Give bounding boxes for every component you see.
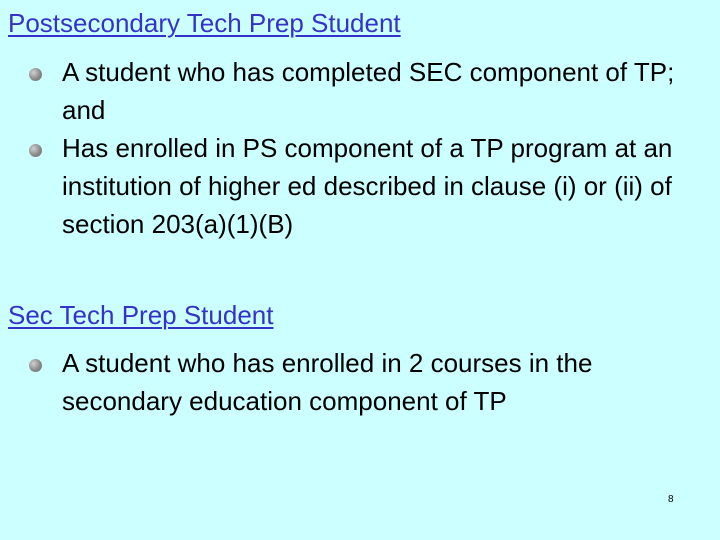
bullet-dot-icon — [29, 68, 42, 81]
bullet-item — [0, 53, 702, 129]
bullet-text: Has enrolled in PS component of a TP program at an institution of higher ed described in clause (i) or (ii) of section 203(a)(1)(B) — [62, 133, 673, 239]
slide-number: 8 — [668, 494, 674, 505]
section-heading-secondary: Sec Tech Prep Student — [8, 300, 274, 330]
section-heading-postsecondary: Postsecondary Tech Prep Student — [8, 8, 401, 38]
bullet-dot-icon — [29, 144, 42, 157]
bullet-dot-icon — [29, 359, 42, 372]
bullet-item — [0, 344, 702, 420]
bullet-list-secondary — [0, 344, 702, 420]
bullet-list-postsecondary — [0, 53, 702, 243]
bullet-text: A student who has enrolled in 2 courses in the secondary education component of TP — [62, 348, 593, 416]
bullet-text: A student who has completed SEC component of TP; and — [62, 57, 675, 125]
bullet-item — [0, 129, 702, 243]
